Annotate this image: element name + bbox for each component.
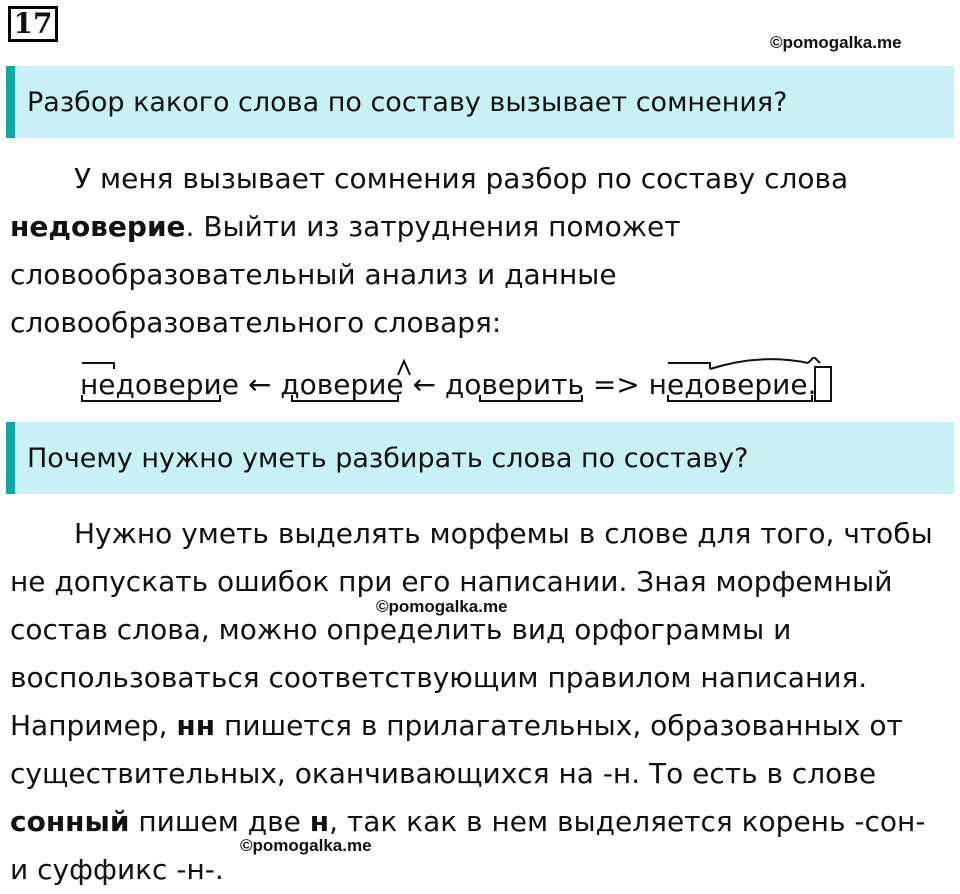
section-2-heading-text: Почему нужно уметь разбирать слова по составу? [27,442,749,474]
watermark-middle: ©pomogalka.me [376,597,508,616]
para-text: , так как в нем выделяется корень -сон- и суффикс -н-. [10,805,926,886]
arrow-right: => [583,368,649,401]
bold-word: н [309,805,330,838]
ending-box [815,367,831,401]
para-text: . Выйти из затруднения поможет словообразовательный анализ и данные словообразовательного словаря: [10,210,681,339]
section-2-heading [6,422,954,494]
word-nedoverie: недоверие [80,368,239,401]
word-doverie: доверие [280,368,404,401]
period: . [807,368,817,401]
watermark-bottom: ©pomogalka.me [240,836,372,855]
section-1-heading [6,66,954,138]
para-text: У меня вызывает сомнения разбор по составу слова [74,162,849,195]
section-1-heading-text: Разбор какого слова по составу вызывает сомнения? [27,86,788,118]
para-text: Нужно уметь выделять морфемы в слове для того, чтобы не допускать ошибок при его написании. Зная морфемный состав слова, можно определить вид орфограммы и воспользоваться соответствующим правилом написания. Например, [10,517,933,742]
bold-word: нн [176,709,216,742]
watermark-top: ©pomogalka.me [770,33,902,52]
word-nedoverie-final: недоверие [648,368,808,401]
para-text: пишем две [129,805,310,838]
task-number: 17 [8,6,58,42]
chain-text [80,365,817,405]
arrow-left: ← [403,368,445,401]
word-formation-chain [80,357,940,413]
bold-word: недоверие [10,210,186,243]
para-text: пишется в прилагательных, образованных от существительных, оканчивающихся на -н. То есть в слове [10,709,903,790]
bold-word: сонный [10,805,130,838]
arrow-left: ← [238,368,281,401]
section-2-paragraph [10,510,950,894]
suffix-mark [808,357,820,363]
word-doverit: доверить [444,368,584,401]
section-1-paragraph [10,155,950,347]
